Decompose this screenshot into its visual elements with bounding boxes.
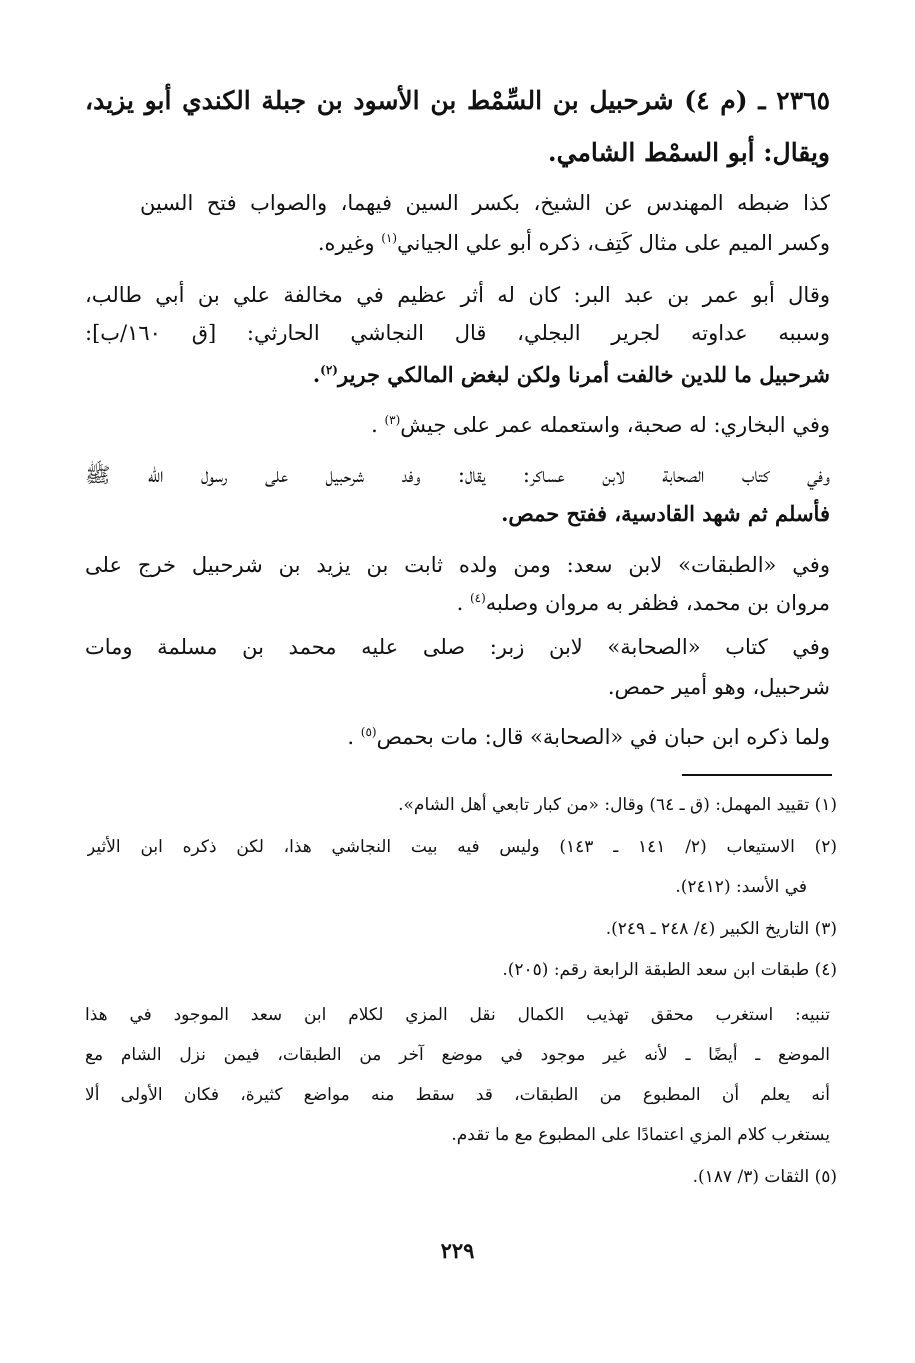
footnote-2-line-1: (٢) الاستيعاب (٢/ ١٤١ ـ ١٤٣) وليس فيه بيت النجاشي هذا، لكن ذكره ابن الأثير	[87, 837, 837, 857]
poem-verse	[85, 355, 830, 395]
paragraph-1-tail: وغيره.	[317, 231, 382, 255]
paragraph-7	[85, 717, 830, 757]
note-line-4: يستغرب كلام المزي اعتمادًا على المطبوع مع ما تقدم.	[451, 1125, 830, 1145]
paragraph-2-line-2: وسببه عداوته لجرير البجلي، قال النجاشي الحارثي: [ق ١٦٠/ب]:	[85, 321, 830, 345]
note-line-2: الموضع ـ أيضًا ـ لأنه غير موجود في موضع آخر من الطبقات، فيمن نزل الشام مع	[85, 1045, 830, 1065]
paragraph-3-end: .	[371, 413, 385, 437]
paragraph-3-text: وفي البخاري: له صحبة، واستعمله عمر على جيش	[400, 413, 830, 437]
entry-heading-line-1: ٢٣٦٥ ـ (م ٤) شرحبيل بن السِّمْط بن الأسود بن جبلة الكندي أبو يزيد،	[85, 86, 830, 115]
paragraph-4-line-1: وفي كتاب الصحابة لابن عساكر: يقال: وفد شرحبيل على رسول الله ﷺ	[85, 463, 830, 487]
paragraph-5-end: .	[456, 591, 470, 615]
paragraph-6-line-1: وفي كتاب «الصحابة» لابن زبر: صلى عليه محمد بن مسلمة ومات	[85, 635, 830, 659]
paragraph-5-line-2	[85, 583, 830, 623]
paragraph-1-text: وكسر الميم على مثال كَتِف، ذكره أبو علي الجياني	[397, 231, 830, 255]
footnote-ref-3: (٣)	[384, 413, 401, 427]
paragraph-7-end: .	[347, 725, 361, 749]
paragraph-1-line-2	[85, 223, 830, 263]
footnote-separator	[682, 774, 832, 776]
footnote-ref-4: (٤)	[469, 591, 486, 605]
note-line-3: أنه يعلم أن المطبوع من الطبقات، قد سقط منه مواضع كثيرة، فكان الأولى ألا	[85, 1085, 830, 1105]
note-line-1: تنبيه: استغرب محقق تهذيب الكمال نقل المزي لكلام ابن سعد الموجود في هذا	[85, 1005, 830, 1025]
footnote-4: (٤) طبقات ابن سعد الطبقة الرابعة رقم: (٢٠٥).	[502, 960, 837, 980]
poem-text: شرحبيل ما للدين خالفت أمرنا ولكن لبغض المالكي جرير	[337, 362, 830, 387]
paragraph-5-line-1: وفي «الطبقات» لابن سعد: ومن ولده ثابت بن يزيد بن شرحبيل خرج على	[85, 553, 830, 577]
poem-end: .	[312, 362, 321, 387]
footnote-1: (١) تقييد المهمل: (ق ـ ٦٤) وقال: «من كبار تابعي أهل الشام».	[398, 795, 837, 815]
footnote-3: (٣) التاريخ الكبير (٤/ ٢٤٨ ـ ٢٤٩).	[605, 919, 837, 939]
page-number: ٢٢٩	[440, 1238, 475, 1263]
paragraph-4-line-2: فأسلم ثم شهد القادسية، ففتح حمص.	[501, 501, 830, 526]
footnote-ref-5: (٥)	[360, 725, 377, 739]
footnote-ref-2: (٢)	[320, 363, 338, 377]
paragraph-1-line-1: كذا ضبطه المهندس عن الشيخ، بكسر السين فيهما، والصواب فتح السين	[140, 191, 830, 215]
paragraph-7-text: ولما ذكره ابن حبان في «الصحابة» قال: مات بحمص	[376, 725, 830, 749]
paragraph-2-line-1: وقال أبو عمر بن عبد البر: كان له أثر عظيم في مخالفة علي بن أبي طالب،	[85, 283, 830, 307]
paragraph-6-line-2: شرحبيل، وهو أمير حمص.	[607, 675, 830, 699]
footnote-ref-1: (١)	[381, 231, 398, 245]
paragraph-5-text: مروان بن محمد، فظفر به مروان وصلبه	[485, 591, 830, 615]
footnote-2-line-2: في الأسد: (٢٤١٢).	[675, 877, 807, 897]
paragraph-3	[85, 405, 830, 445]
entry-heading-line-2: ويقال: أبو السمْط الشامي.	[547, 138, 830, 167]
footnote-5: (٥) الثقات (٣/ ١٨٧).	[692, 1167, 837, 1187]
